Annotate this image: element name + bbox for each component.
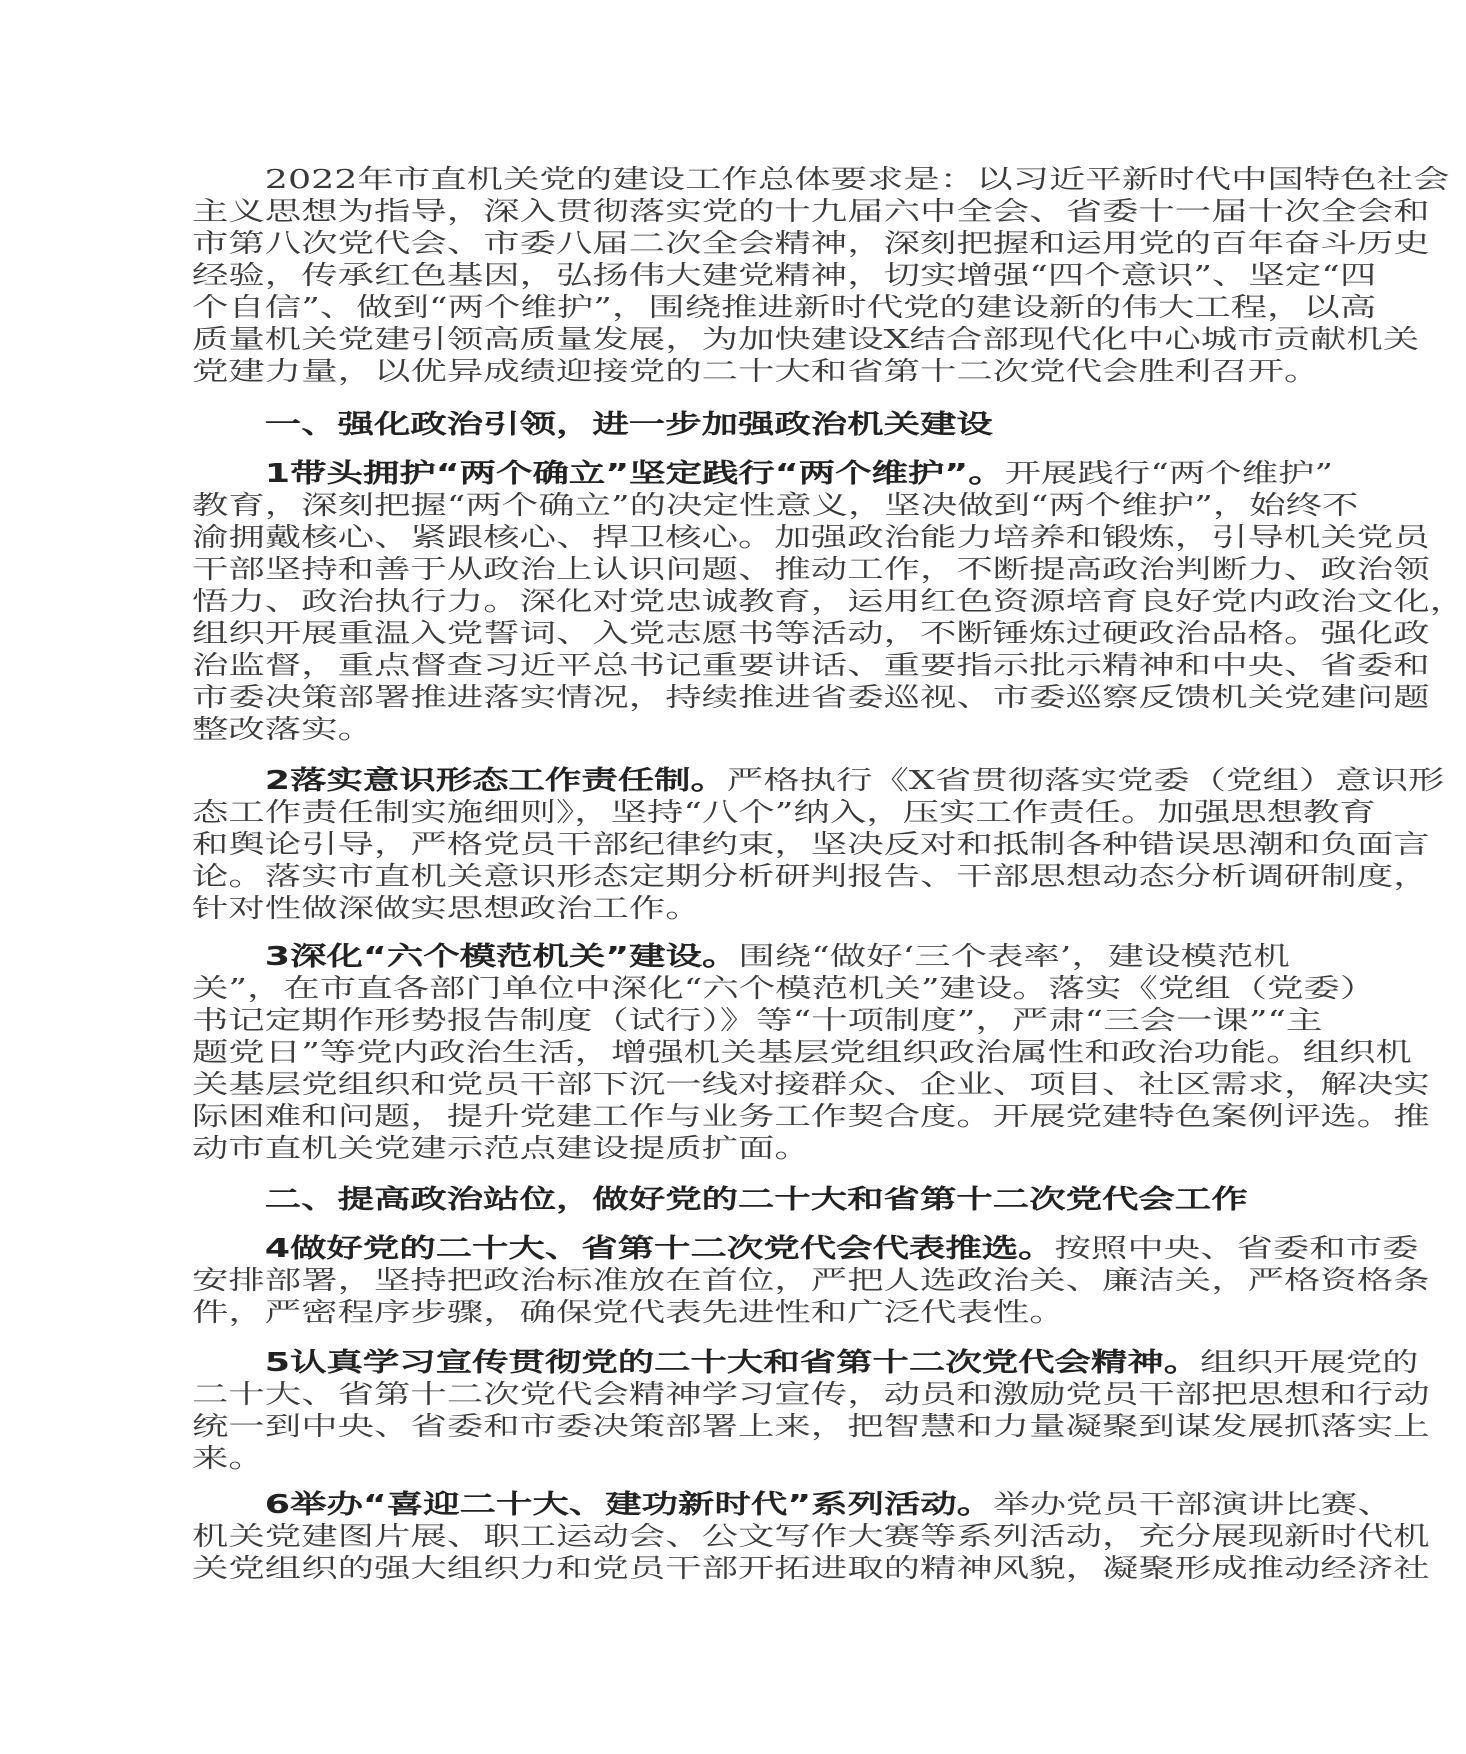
text-line xyxy=(192,941,1290,973)
line-text: 治监督，重点督查习近平总书记重要讲话、重要指示批示精神和中央、省委和 xyxy=(192,651,1430,681)
text-line xyxy=(192,164,1450,196)
text-line xyxy=(192,1069,1430,1101)
text-line xyxy=(192,490,1359,522)
line-text: 按照中央、省委和市委 xyxy=(1054,1234,1419,1264)
line-text: 个自信”、做到“两个维护”，围绕推进新时代党的建设新的伟大工程，以高 xyxy=(192,293,1377,323)
text-line xyxy=(192,1443,1064,1475)
text-line xyxy=(192,324,1420,356)
text-line xyxy=(192,1347,1419,1379)
item-title: 1带头拥护“两个确立”坚定践行“两个维护”。 xyxy=(264,459,1005,489)
line-text: 渝拥戴核心、紧跟核心、捍卫核心。加强政治能力培养和锻炼，引导机关党员 xyxy=(192,523,1430,553)
item-paragraph-5 xyxy=(192,1347,1430,1475)
line-text: 举办党员干部演讲比赛、 xyxy=(993,1490,1394,1520)
text-line xyxy=(192,458,1334,490)
text-line xyxy=(192,554,1430,586)
line-text: 动市直机关党建示范点建设提质扩面。 xyxy=(192,1134,811,1164)
text-line xyxy=(192,829,1430,861)
text-line xyxy=(192,196,1430,228)
line-text: 论。落实市直机关意识形态定期分析研判报告、干部思想动态分析调研制度， xyxy=(192,862,1430,892)
line-text: 教育，深刻把握“两个确立”的决定性意义，坚决做到“两个维护”，始终不 xyxy=(192,491,1359,521)
line-text: 安排部署，坚持把政治标准放在首位，严把人选政治关、廉洁关，严格资格条 xyxy=(192,1266,1430,1296)
text-line xyxy=(192,1379,1430,1411)
text-line xyxy=(192,409,1064,441)
line-text: 针对性做深做实思想政治工作。 xyxy=(192,894,702,924)
item-title: 6举办“喜迎二十大、建功新时代”系列活动。 xyxy=(264,1490,994,1520)
line-text: 市第八次党代会、市委八届二次全会精神，深刻把握和运用党的百年奋斗历史 xyxy=(192,229,1430,259)
line-text: 质量机关党建引领高质量发展，为加快建设X结合部现代化中心城市贡献机关 xyxy=(192,325,1420,355)
text-line xyxy=(192,893,1064,925)
item-paragraph-2 xyxy=(192,765,1445,925)
line-text: 市委决策部署推进落实情况，持续推进省委巡视、市委巡察反馈机关党建问题 xyxy=(192,683,1430,713)
item-paragraph-3 xyxy=(192,941,1430,1165)
text-line xyxy=(192,1233,1419,1265)
line-text: 态工作责任制实施细则》，坚持“八个”纳入，压实工作责任。加强思想教育 xyxy=(192,798,1376,828)
text-line xyxy=(192,1297,1064,1329)
text-line xyxy=(192,1101,1430,1133)
text-line xyxy=(192,650,1430,682)
section-heading-1 xyxy=(192,409,1064,441)
item-paragraph-6 xyxy=(192,1489,1430,1585)
text-line xyxy=(192,973,1377,1005)
text-line xyxy=(192,714,1064,746)
line-text: 件，严密程序步骤，确保党代表先进性和广泛代表性。 xyxy=(192,1298,1066,1328)
item-title: 5认真学习宣传贯彻党的二十大和省第十二次党代会精神。 xyxy=(264,1348,1201,1378)
line-text: 一、强化政治引领，进一步加强政治机关建设 xyxy=(264,410,993,440)
text-line xyxy=(192,1005,1323,1037)
item-title: 4做好党的二十大、省第十二次党代会代表推选。 xyxy=(264,1234,1055,1264)
text-line xyxy=(192,228,1430,260)
text-line xyxy=(192,1133,1064,1165)
line-text: 围绕“做好‘三个表率’，建设模范机 xyxy=(738,942,1290,972)
text-line xyxy=(192,1265,1430,1297)
text-line xyxy=(192,1521,1430,1553)
text-line xyxy=(192,260,1377,292)
line-text: 二、提高政治站位，做好党的二十大和省第十二次党代会工作 xyxy=(264,1185,1248,1215)
line-text: 组织开展重温入党誓词、入党志愿书等活动，不断锤炼过硬政治品格。强化政 xyxy=(192,619,1430,649)
text-line xyxy=(192,765,1445,797)
section-heading-2 xyxy=(192,1184,1248,1216)
text-line xyxy=(192,522,1430,554)
line-text: 际困难和问题，提升党建工作与业务工作契合度。开展党建特色案例评选。推 xyxy=(192,1102,1430,1132)
line-text: 二十大、省第十二次党代会精神学习宣传，动员和激励党员干部把思想和行动 xyxy=(192,1380,1430,1410)
line-text: 关党组织的强大组织力和党员干部开拓进取的精神风貌，凝聚形成推动经济社 xyxy=(192,1554,1430,1584)
line-text: 主义思想为指导，深入贯彻落实党的十九届六中全会、省委十一届十次全会和 xyxy=(192,197,1430,227)
text-line xyxy=(192,1037,1412,1069)
intro-paragraph xyxy=(192,164,1450,388)
line-text: 经验，传承红色基因，弘扬伟大建党精神，切实增强“四个意识”、坚定“四 xyxy=(192,261,1377,291)
item-paragraph-4 xyxy=(192,1233,1430,1329)
text-line xyxy=(192,797,1376,829)
line-text: 和舆论引导，严格党员干部纪律约束，坚决反对和抵制各种错误思潮和负面言 xyxy=(192,830,1430,860)
line-text: 悟力、政治执行力。深化对党忠诚教育，运用红色资源培育良好党内政治文化， xyxy=(192,587,1466,617)
line-text: 机关党建图片展、职工运动会、公文写作大赛等系列活动，充分展现新时代机 xyxy=(192,1522,1430,1552)
line-text: 统一到中央、省委和市委决策部署上来，把智慧和力量凝聚到谋发展抓落实上 xyxy=(192,1412,1430,1442)
text-line xyxy=(192,1411,1430,1443)
line-text: 干部坚持和善于从政治上认识问题、推动工作，不断提高政治判断力、政治领 xyxy=(192,555,1430,585)
text-line xyxy=(192,292,1377,324)
text-line xyxy=(192,1184,1248,1216)
text-line xyxy=(192,682,1430,714)
line-text: 严格执行《X省贯彻落实党委（党组）意识形 xyxy=(726,766,1445,796)
line-text: 组织开展党的 xyxy=(1200,1348,1419,1378)
text-line xyxy=(192,1489,1394,1521)
item-paragraph-1 xyxy=(192,458,1466,746)
line-text: 书记定期作形势报告制度（试行）》等“十项制度”，严肃“三会一课”“主 xyxy=(192,1006,1323,1036)
text-line xyxy=(192,618,1430,650)
line-text: 开展践行“两个维护” xyxy=(1004,459,1334,489)
line-text: 2022年市直机关党的建设工作总体要求是：以习近平新时代中国特色社会 xyxy=(264,165,1450,195)
line-text: 来。 xyxy=(192,1444,265,1474)
text-line xyxy=(192,586,1466,618)
line-text: 题党日”等党内政治生活，增强机关基层党组织政治属性和政治功能。组织机 xyxy=(192,1038,1412,1068)
line-text: 关”，在市直各部门单位中深化“六个模范机关”建设。落实《党组（党委） xyxy=(192,974,1377,1004)
text-line xyxy=(192,1553,1430,1585)
text-line xyxy=(192,356,1321,388)
item-title: 3深化“六个模范机关”建设。 xyxy=(264,942,739,972)
line-text: 整改落实。 xyxy=(192,715,375,745)
line-text: 关基层党组织和党员干部下沉一线对接群众、企业、项目、社区需求，解决实 xyxy=(192,1070,1430,1100)
item-title: 2落实意识形态工作责任制。 xyxy=(264,766,727,796)
text-line xyxy=(192,861,1430,893)
line-text: 党建力量，以优异成绩迎接党的二十大和省第十二次党代会胜利召开。 xyxy=(192,357,1321,387)
